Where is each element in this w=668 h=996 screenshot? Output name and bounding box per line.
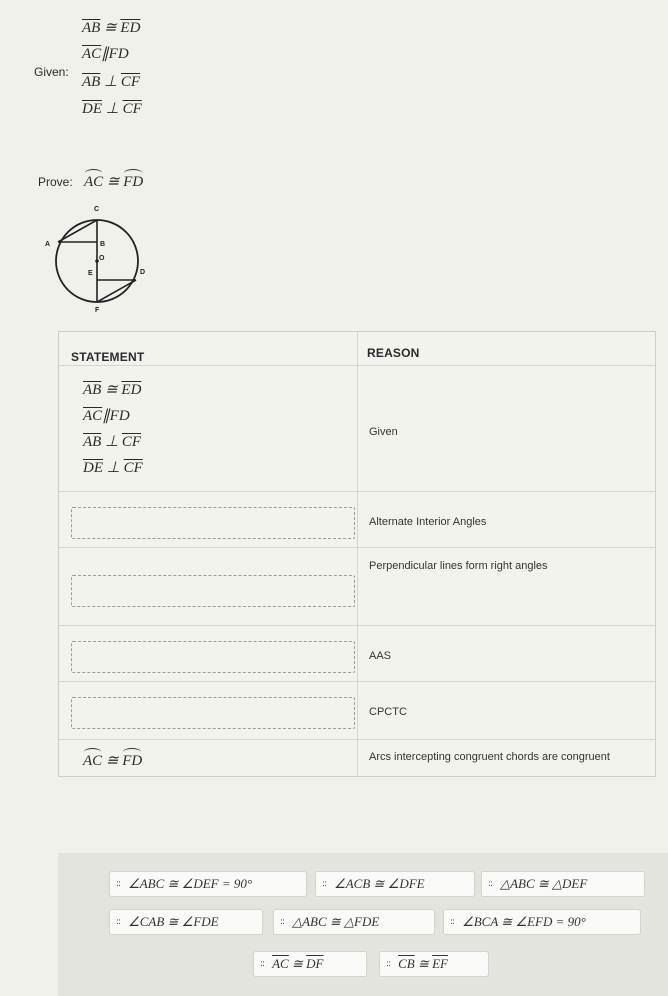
given-label: Given: bbox=[34, 65, 69, 79]
reason-text: Arcs intercepting congruent chords are congruent bbox=[369, 751, 610, 763]
label-f: F bbox=[95, 307, 100, 314]
drag-handle-icon: :: bbox=[488, 879, 493, 889]
given-statement: $\overline{AB}$ ⊥ $\overline{CF}$ bbox=[82, 74, 141, 90]
statement-header: STATEMENT bbox=[71, 350, 145, 364]
reason-text: AAS bbox=[369, 650, 392, 662]
label-a: A bbox=[45, 241, 51, 248]
table-row bbox=[59, 491, 655, 548]
answer-tile[interactable]: :: $\overline{CB}$ ≅ $\overline{EF}$ bbox=[380, 952, 488, 976]
answer-tile[interactable]: :: ∠CAB ≅ ∠FDE bbox=[110, 910, 262, 934]
answer-tile[interactable]: :: △ABC ≅ △DEF bbox=[482, 872, 644, 896]
given-statement: $\overline{AB}$ ≅ $\overline{ED}$ bbox=[82, 20, 141, 36]
drag-handle-icon: :: bbox=[322, 879, 327, 889]
label-d: D bbox=[140, 269, 146, 276]
chord-ac bbox=[58, 220, 97, 242]
prove-statement: AC ≅ FD bbox=[84, 170, 143, 191]
label-e: E bbox=[88, 270, 93, 277]
table-row bbox=[59, 681, 655, 740]
reason-text: Given bbox=[369, 426, 398, 438]
statement-text: $\overline{AC}\parallel FD$ bbox=[83, 408, 130, 424]
chord-fd bbox=[97, 280, 136, 302]
statement-text: $\overline{AB}$ ⊥ $\overline{CF}$ bbox=[83, 434, 142, 450]
drag-handle-icon: :: bbox=[386, 959, 391, 969]
statement-text: $\overline{DE}$ ⊥ $\overline{CF}$ bbox=[83, 460, 143, 476]
statement-drop-zone[interactable] bbox=[71, 507, 355, 539]
statement-text: $\overline{AB}$ ≅ $\overline{ED}$ bbox=[83, 382, 142, 398]
label-b: B bbox=[100, 241, 106, 248]
answer-tile[interactable]: :: ∠ACB ≅ ∠DFE bbox=[316, 872, 474, 896]
drag-handle-icon: :: bbox=[260, 959, 265, 969]
proof-table bbox=[58, 331, 656, 777]
answer-tile[interactable]: :: $\overline{AC}$ ≅ $\overline{DF}$ bbox=[254, 952, 366, 976]
answer-tile[interactable]: :: ∠ABC ≅ ∠DEF = 90° bbox=[110, 872, 306, 896]
table-row bbox=[59, 547, 655, 626]
statement-text: AC ≅ FD bbox=[83, 749, 142, 770]
reason-header: REASON bbox=[367, 346, 420, 360]
label-c: C bbox=[94, 206, 100, 213]
statement-drop-zone[interactable] bbox=[71, 697, 355, 729]
statement-drop-zone[interactable] bbox=[71, 641, 355, 673]
given-statement: $\overline{AC}\parallel FD$ bbox=[82, 46, 129, 62]
drag-handle-icon: :: bbox=[280, 917, 285, 927]
drag-handle-icon: :: bbox=[450, 917, 455, 927]
table-row bbox=[59, 625, 655, 682]
reason-text: Perpendicular lines form right angles bbox=[369, 560, 548, 572]
reason-text: Alternate Interior Angles bbox=[369, 516, 487, 528]
prove-label: Prove: bbox=[38, 175, 73, 189]
statement-drop-zone[interactable] bbox=[71, 575, 355, 607]
table-row bbox=[59, 365, 655, 492]
table-row bbox=[59, 739, 655, 777]
answer-tile[interactable]: :: ∠BCA ≅ ∠EFD = 90° bbox=[444, 910, 640, 934]
drag-handle-icon: :: bbox=[116, 879, 121, 889]
drag-handle-icon: :: bbox=[116, 917, 121, 927]
circle-diagram bbox=[40, 198, 170, 318]
answer-bank bbox=[58, 853, 668, 996]
given-statement: $\overline{DE}$ ⊥ $\overline{CF}$ bbox=[82, 101, 142, 117]
answer-tile[interactable]: :: △ABC ≅ △FDE bbox=[274, 910, 434, 934]
reason-text: CPCTC bbox=[369, 706, 407, 718]
label-o: O bbox=[99, 255, 105, 262]
